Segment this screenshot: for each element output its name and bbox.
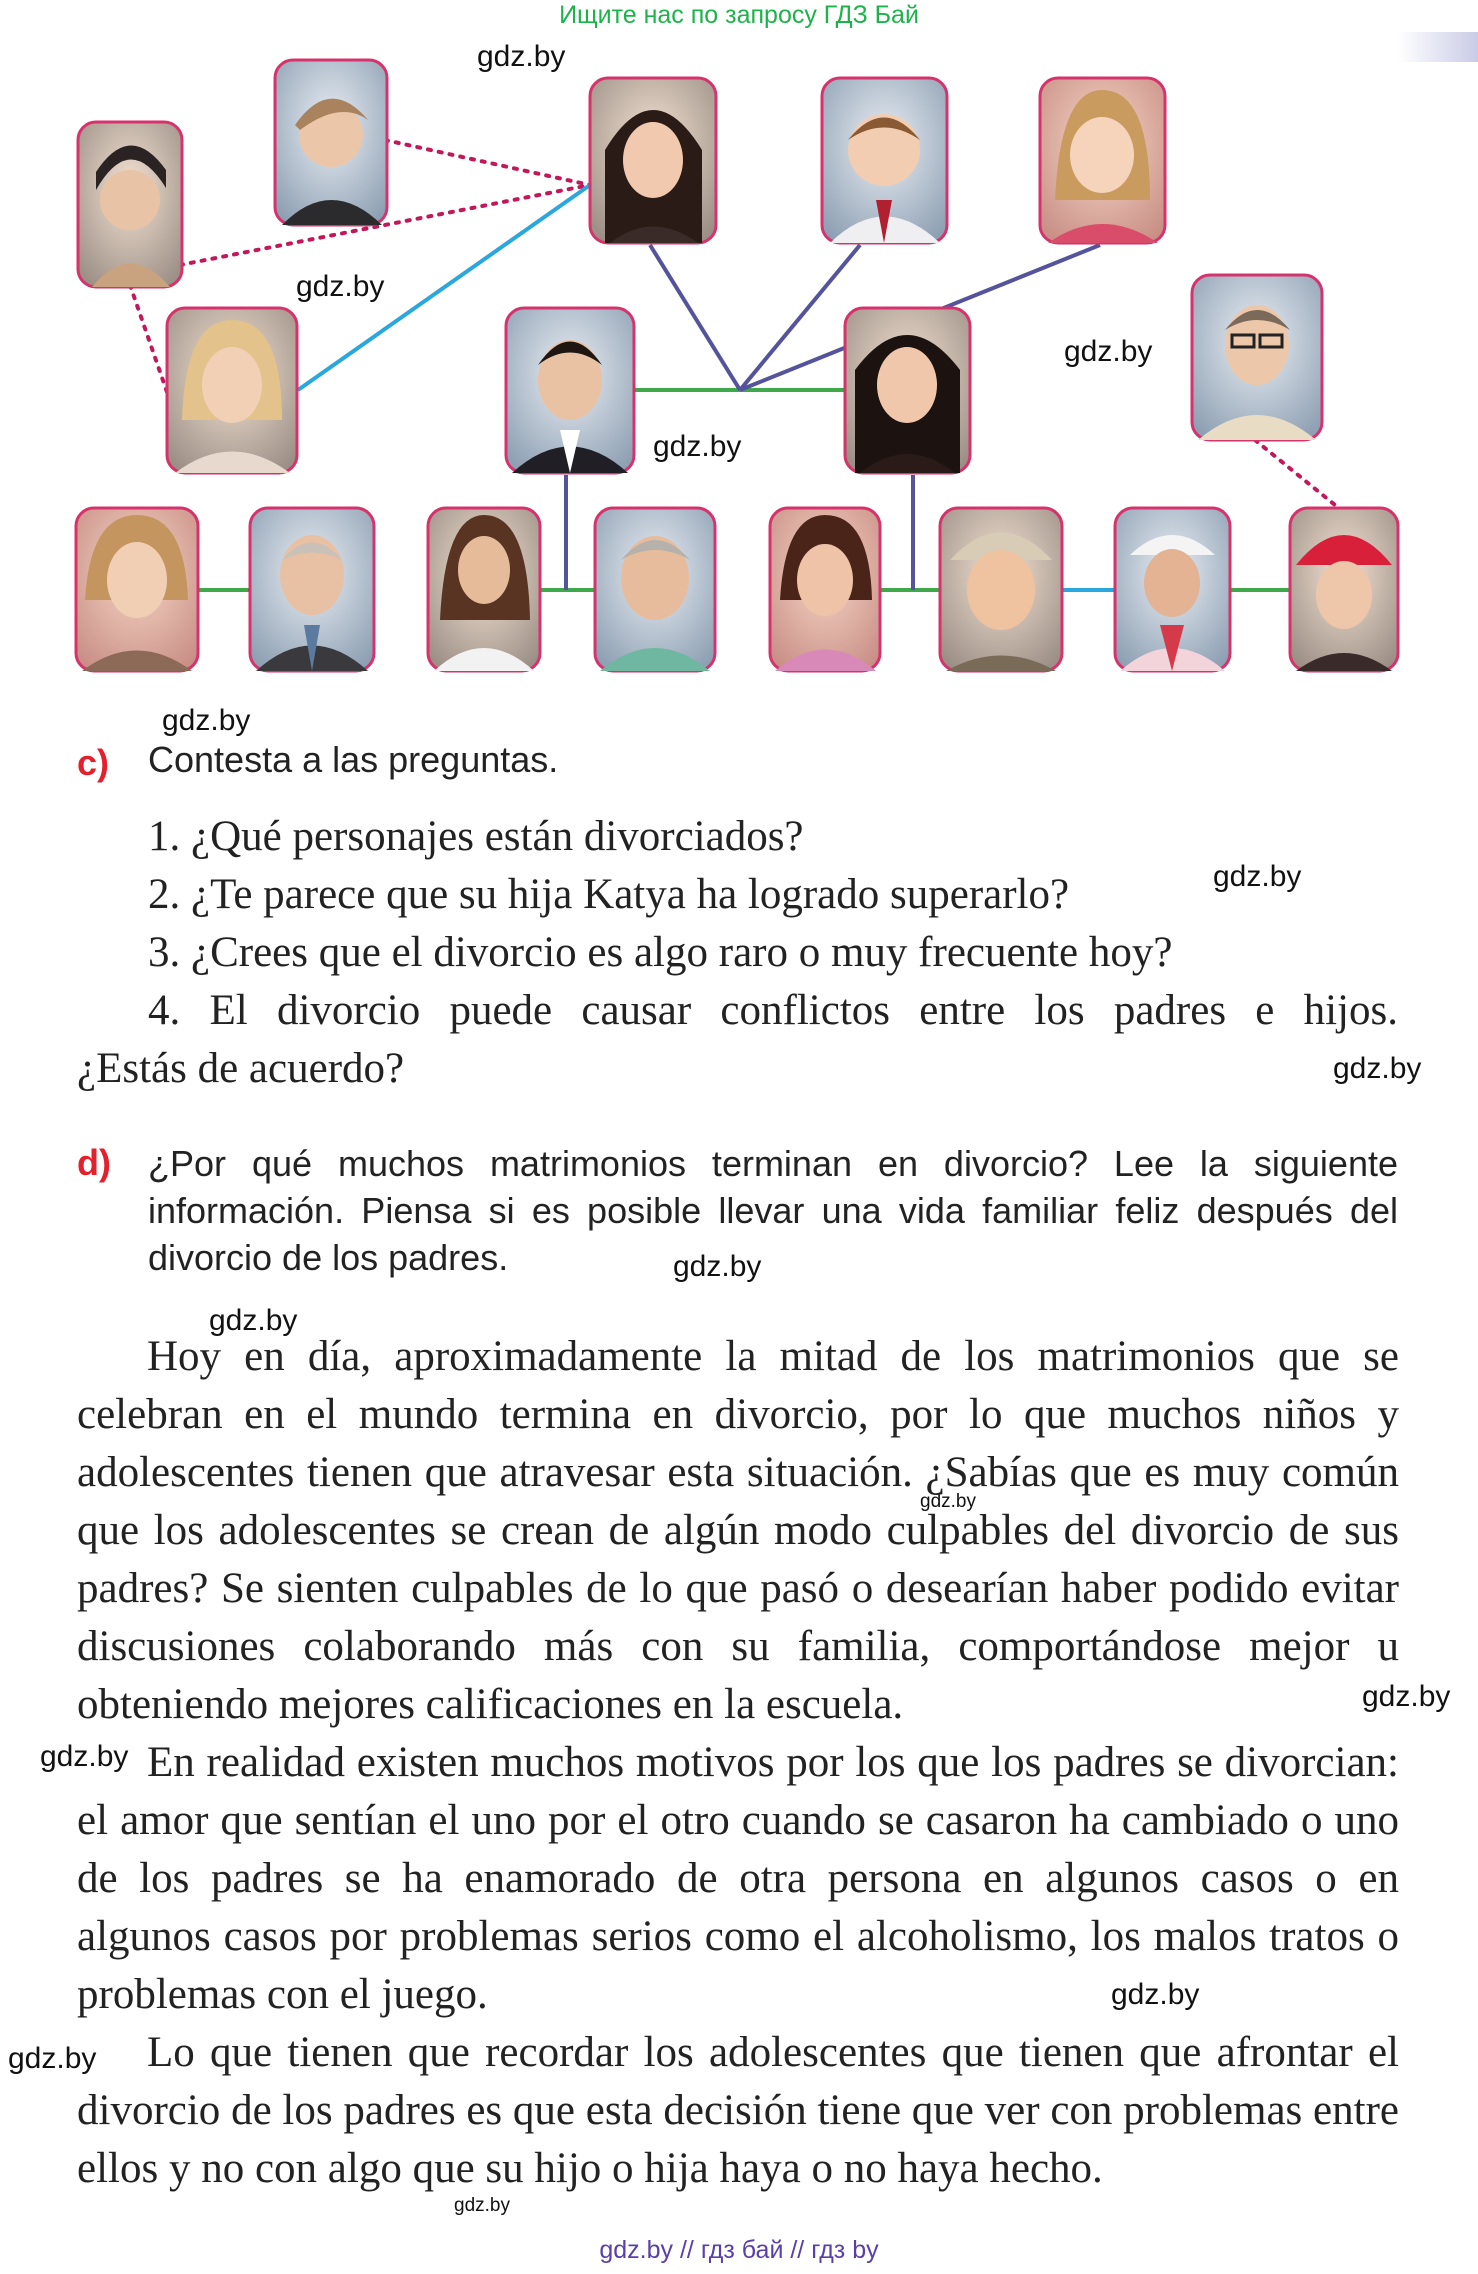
watermark: gdz.by <box>1362 1680 1451 1713</box>
child-line <box>740 245 860 390</box>
watermark: gdz.by <box>920 1491 976 1512</box>
watermark: gdz.by <box>162 704 251 737</box>
family-tree-diagram <box>0 0 1478 690</box>
portrait-photo <box>76 508 198 671</box>
watermark: gdz.by <box>1064 335 1153 368</box>
portrait-photo <box>770 508 880 671</box>
footer: gdz.by // гдз бай // гдз by <box>599 2236 879 2264</box>
child-line <box>650 245 740 390</box>
reading-paragraph: En realidad existen muchos motivos por los que los padres se divorcian: el amor que sentían el uno por el otro cuando se casaron ha cambiado o uno de los padres se ha enamorado de otra persona en algunos casos o en algunos casos por problemas serios como el alcoholismo, los malos tratos o problemas con el juego. <box>77 1739 1399 2018</box>
watermark: gdz.by <box>653 430 742 463</box>
top-banner: Ищите нас по запросу ГДЗ Бай <box>559 1 919 29</box>
section-d-letter: d) <box>77 1142 111 1183</box>
portrait-photo <box>167 308 297 473</box>
relation-dotted-line <box>130 285 168 395</box>
relation-dotted-line <box>1255 440 1335 505</box>
watermark: gdz.by <box>1333 1052 1422 1085</box>
watermark: gdz.by <box>209 1304 298 1337</box>
portrait-photo <box>1290 508 1398 671</box>
portrait-photo <box>940 508 1062 671</box>
question-4-continuation: ¿Estás de acuerdo? <box>77 1045 405 1092</box>
question-1: 1. ¿Qué personajes están divorciados? <box>148 813 804 860</box>
portrait-photo <box>1192 275 1322 440</box>
watermark: gdz.by <box>477 40 566 73</box>
watermark: gdz.by <box>8 2042 97 2075</box>
watermark: gdz.by <box>1213 860 1302 893</box>
watermark: gdz.by <box>454 2195 510 2216</box>
portrait-photos <box>76 60 1398 671</box>
portrait-photo <box>428 508 540 671</box>
section-c-instruction: Contesta a las preguntas. <box>148 739 559 780</box>
watermark: gdz.by <box>296 270 385 303</box>
relation-dotted-line <box>385 140 590 185</box>
watermark: gdz.by <box>1111 1978 1200 2011</box>
section-c-letter: c) <box>77 742 110 783</box>
reading-paragraph: Lo que tienen que recordar los adolescentes que tienen que afrontar el divorcio de los padres es que esta decisión tiene que ver con problemas entre ellos y no con algo que su hijo o hija haya o no haya hecho. <box>77 2029 1399 2192</box>
portrait-photo <box>78 122 182 287</box>
portrait-photo <box>275 60 387 225</box>
question-3: 3. ¿Crees que el divorcio es algo raro o muy frecuente hoy? <box>148 929 1173 976</box>
section-d-instruction: ¿Por qué muchos matrimonios terminan en divorcio? Lee la siguiente información. Piensa si es posible llevar una vida familiar feliz después del divorcio de los padres. <box>148 1143 1398 1278</box>
portrait-photo <box>595 508 715 671</box>
portrait-photo <box>1115 508 1230 671</box>
portrait-photo <box>845 308 970 473</box>
portrait-photo <box>250 508 374 671</box>
portrait-photo <box>506 308 634 473</box>
question-4: 4. El divorcio puede causar conflictos entre los padres e hijos. <box>148 987 1398 1034</box>
question-2: 2. ¿Te parece que su hija Katya ha logrado superarlo? <box>148 871 1070 918</box>
portrait-photo <box>590 78 716 243</box>
watermark: gdz.by <box>40 1740 129 1773</box>
portrait-photo <box>822 78 947 243</box>
reading-paragraph: Hoy en día, aproximadamente la mitad de los matrimonios que se celebran en el mundo termina en divorcio, por lo que muchos niños y adolescentes tienen que atravesar esta situación. ¿Sabías que es muy común que los adolescentes se crean de algún modo culpables del divorcio de sus padres? Se sienten culpables de lo que pasó o desearían haber podido evitar discusiones colaborando más con su familia, comportándose mejor u obteniendo mejores calificaciones en la escuela. <box>77 1333 1399 1728</box>
portrait-photo <box>1040 78 1165 243</box>
watermark: gdz.by <box>673 1250 762 1283</box>
